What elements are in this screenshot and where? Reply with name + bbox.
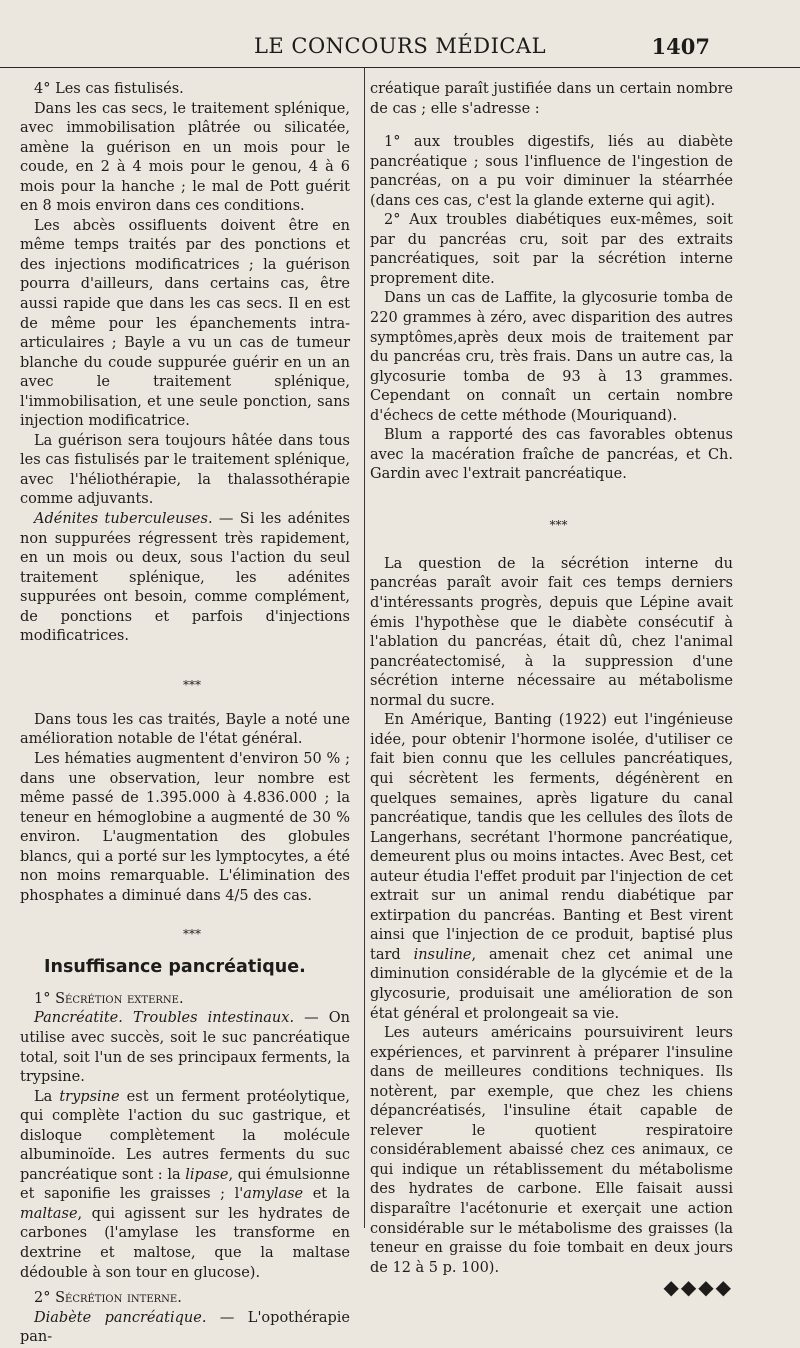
paragraph: 2° Aux troubles diabétiques eux-mêmes, soit par du pancréas cru, soit par des extraits pancréatiques, soit par la sécrétion interne proprement dite. (370, 212, 733, 287)
paragraph: Les abcès ossifluents doivent être en même temps traités par des ponctions et des injections modificatrices ; la guérison pourra d'ailleurs, dans certains cas, être aussi rapide que dans les cas secs. Il en est de même pour les épanchements intra-articulaires ; Bayle a vu un cas de tumeur blanche du coude suppurée guérir en un an avec le traitement splénique, l'immobilisation, et une seule ponction, sans injection modificatrice. (20, 217, 350, 430)
paragraph: Dans un cas de Laffite, la glycosurie tomba de 220 grammes à zéro, avec disparition des autres symptômes,après deux mois de traitement par du pancréas cru, très frais. Dans un autre cas, la glycosurie tomba de 93 à 13 grammes. Cependant on connaît un certain nombre d'échecs de cette méthode (Mouriquand). (370, 290, 733, 424)
paragraph (20, 510, 350, 647)
paragraph: Dans les cas secs, le traitement splénique, avec immobilisation plâtrée ou silicatée, amène la guérison en un mois pour le coude, en 2 à 4 mois pour le genou, 4 à 6 mois pour la hanche ; le mal de Pott guérit en 8 mois environ dans ces conditions. (20, 100, 350, 215)
text-run: est un ferment protéolytique, qui complète l'action du suc gastrique, et disloque complètement la molécule albuminoïde. Les autres ferments du suc pancréatique sont : la (20, 1088, 350, 1183)
text-run: et la (303, 1186, 350, 1203)
run-in-title: Adénites tuberculeuses. (34, 511, 213, 528)
term-maltase: maltase (20, 1205, 78, 1222)
paragraph-body: — Si les adénites non suppurées régressent très rapidement, en un mois ou deux, sous l'action du seul traitement splénique, les adénites suppurées ont besoin, comme complément, de ponctions et parfois d'injections modificatrices. (20, 511, 350, 645)
section-heading: Insuffisance pancréatique. (44, 957, 306, 978)
paragraph-body: — L'opothérapie pan- (20, 1309, 350, 1346)
paragraph: Blum a rapporté des cas favorables obtenus avec la macération fraîche de pancréas, et Ch. Gardin avec l'extrait pancréatique. (370, 427, 733, 483)
text-run: , qui émulsionne et saponifie les graisses ; l' (20, 1166, 350, 1203)
section-separator-stars: ⁎⁎⁎ (549, 513, 568, 528)
paragraph: Dans tous les cas traités, Bayle a noté une amélioration notable de l'état général. (20, 711, 350, 748)
paragraph: La question de la sécrétion interne du pancréas paraît avoir fait ces temps derniers d'intéressants progrès, depuis que Lépine avait émis l'hypothèse que le diabète consécutif à l'ablation du pancréas, était dû, chez l'animal pancréatectomisé, à la suppression d'une sécrétion interne nécessaire au métabolisme normal du sucre. (370, 555, 733, 709)
left-column (20, 80, 350, 1348)
run-in-title: Pancréatite. Troubles intestinaux. (34, 1010, 295, 1027)
term-trypsine: trypsine (59, 1088, 120, 1105)
column-divider (364, 68, 365, 1228)
text-run: La (34, 1088, 60, 1105)
term-lipase: lipase (185, 1166, 229, 1183)
text-run: , qui agissent sur les hydrates de carbones (l'amylase les transforme en dextrine et maltose, que la maltase dédouble à son tour en glucose). (20, 1205, 350, 1281)
paragraph: 1° aux troubles digestifs, liés au diabète pancréatique ; sous l'influence de l'ingestion de pancréas, on a pu voir diminuer la stéarrhée (dans ces cas, c'est la glande externe qui agit). (370, 134, 733, 209)
text-run: , amenait chez cet animal une diminution considérable de la glycémie et de la glycosurie, produisait une amélioration de son état général et prolongeait sa vie. (370, 946, 734, 1022)
running-title: LE CONCOURS MÉDICAL (253, 34, 547, 58)
paragraph (20, 1309, 350, 1348)
paragraph (370, 711, 733, 1024)
section-separator-stars: ⁎⁎⁎ (183, 923, 201, 938)
right-column (370, 80, 733, 1298)
page-number: 1407 (651, 34, 710, 59)
paragraph: Les hématies augmentent d'environ 50 % ; dans une observation, leur nombre est même passé de 1.395.000 à 4.836.000 ; la teneur en hémoglobine a augmenté de 30 % environ. L'augmentation des globules blancs, qui a porté sur les lymptocytes, a été non moins remarquable. L'élimination des phosphates a diminué dans 4/5 des cas. (20, 750, 350, 904)
paragraph (20, 1009, 350, 1087)
page-header (0, 0, 800, 70)
paragraph: Les auteurs américains poursuivirent leurs expériences, et parvinrent à préparer l'insuline dans de meilleures conditions techniques. Ils notèrent, par exemple, que chez les chiens dépancréatisés, l'insuline était capable de relever le quotient respiratoire considérablement abaissé chez ces animaux, ce qui indique un rétablissement du métabolisme des hydrates de carbone. Elle faisait aussi disparaître l'acétonurie et exerçait une action considérable sur le métabolisme des graisses (la teneur en graisse du foie tombait en deux jours de 12 à 5 p. 100). (370, 1025, 733, 1276)
subsection-heading: 1° Sécrétion externe. (34, 990, 184, 1007)
section-separator-stars: ⁎⁎⁎ (183, 673, 201, 688)
paragraph: La guérison sera toujours hâtée dans tous les cas fistulisés par le traitement splénique, avec l'héliothérapie, la thalassothérapie comme adjuvants. (20, 432, 350, 508)
run-in-title: Diabète pancréatique. (34, 1309, 207, 1326)
paragraph-body: — On utilise avec succès, soit le suc pancréatique total, soit l'un de ses principaux ferments, la trypsine. (20, 1010, 350, 1086)
paragraph: créatique paraît justifiée dans un certain nombre de cas ; elle s'adresse : (370, 81, 733, 117)
paragraph (20, 1088, 350, 1283)
term-amylase: amylase (243, 1186, 304, 1203)
paragraph: 4° Les cas fistulisés. (34, 81, 184, 97)
header-rule (0, 67, 800, 68)
end-ornament: ◆◆◆◆ (663, 1275, 733, 1300)
text-run: En Amérique, Banting (1922) eut l'ingénieuse idée, pour obtenir l'hormone isolée, d'utiliser ce fait bien connu que les cellules pancréatiques, qui sécrètent les ferments, dégénèrent en quelques semaines, après ligature du canal pancréatique, tandis que les cellules des îlots de Langerhans, secrétant l'hormone pancréatique, demeurent plus ou moins intactes. Avec Best, cet auteur étudia l'effet produit par l'injection de cet extrait sur un animal rendu diabétique par extirpation du pancréas. Banting et Best virent ainsi que l'injection de ce produit, baptisé plus tard (370, 712, 733, 963)
term-insuline: insuline (413, 946, 472, 963)
subsection-heading: 2° Sécrétion interne. (34, 1290, 182, 1307)
